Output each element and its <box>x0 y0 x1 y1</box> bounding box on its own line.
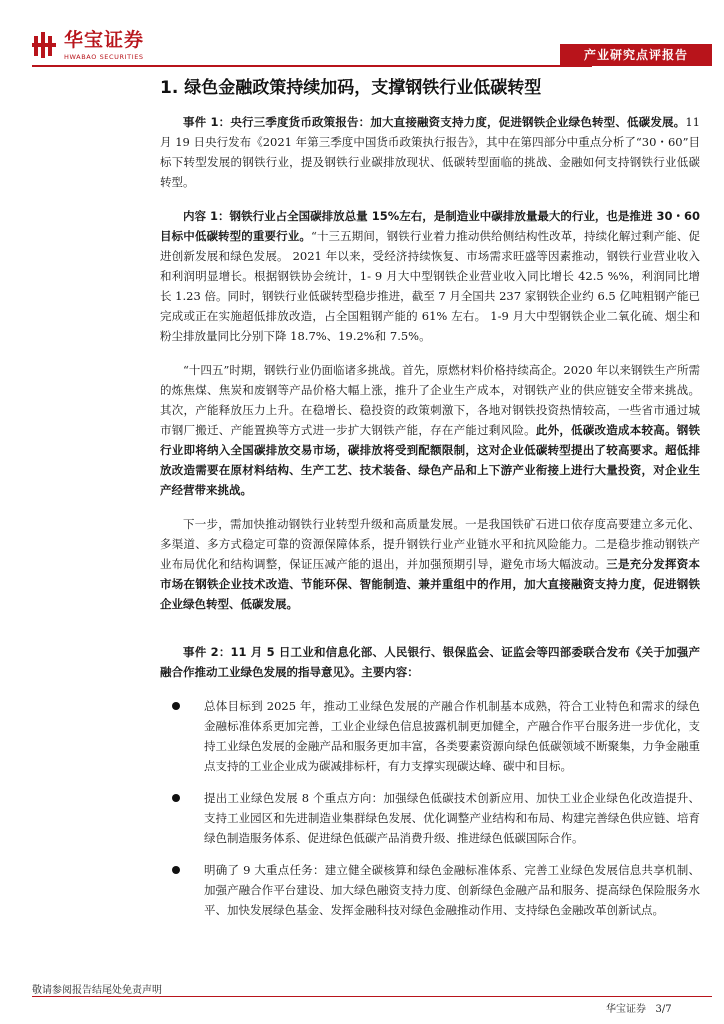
content1-paragraph <box>160 206 700 346</box>
challenges-text: “十四五”时期，钢铁行业仍面临诸多挑战。首先，原燃材料价格持续高企。2020 年以来钢铁生产所需的炼焦煤、焦炭和废钢等产品价格大幅上涨，推升了企业生产成本，对钢铁产业的供应链安全带来挑战。其次，产能释放压力上升。在稳增长、稳投资的政策刺激下，各地对钢铁投资热情较高，一些省市通过城市钢厂搬迁、产能置换等方式进一步扩大钢铁产能，存在产能过剩风险。 <box>160 363 700 437</box>
bullet-dot-icon <box>172 794 180 802</box>
event1-lead: 事件 1：央行三季度货币政策报告：加大直接融资支持力度，促进钢铁企业绿色转型、低碳发展。 <box>183 115 686 129</box>
event2-lead: 事件 2：11 月 5 日工业和信息化部、人民银行、银保监会、证监会等四部委联合发布《关于加强产融合作推动工业绿色发展的指导意见》。主要内容： <box>160 645 700 679</box>
report-body <box>160 76 700 932</box>
hwabao-logo-icon <box>32 30 58 60</box>
logo-english-name: HWABAO SECURITIES <box>64 53 144 61</box>
bullet-text: 提出工业绿色发展 8 个重点方向：加强绿色低碳技术创新应用、加快工业企业绿色化改造提升、支持工业园区和先进制造业集群绿色发展、优化调整产业结构和布局、构建完善绿色供应链、培育绿色制造服务体系、促进绿色低碳产品消费升级、推进绿色低碳国际合作。 <box>204 791 700 845</box>
next-steps-text: 下一步，需加快推动钢铁行业转型升级和高质量发展。一是我国铁矿石进口依存度高要建立多元化、多渠道、多方式稳定可靠的资源保障体系，提升钢铁行业产业链水平和抗风险能力。二是稳步推动钢铁产业布局优化和结构调整，保证压减产能的退出，并加强预期引导，避免市场大幅波动。 <box>160 517 700 571</box>
list-item <box>160 696 700 776</box>
page-number: 3/7 <box>655 1004 672 1015</box>
company-logo <box>32 30 144 61</box>
page-header <box>0 0 724 70</box>
logo-chinese-name: 华宝证券 <box>64 29 145 51</box>
next-steps-bold: 三是充分发挥资本市场在钢铁企业技术改造、节能环保、智能制造、兼并重组中的作用，加大直接融资支持力度，促进钢铁企业绿色转型、低碳发展。 <box>160 557 701 611</box>
event2-bullet-list <box>160 696 700 920</box>
report-type-tag: 产业研究点评报告 <box>560 44 712 66</box>
bullet-dot-icon <box>172 866 180 874</box>
content1-text: “十三五期间，钢铁行业着力推动供给侧结构性改革，持续化解过剩产能、促进创新发展和绿色发展。 2021 年以来，受经济持续恢复、市场需求旺盛等因素推动，钢铁行业营业收入和利润明显增长。根据钢铁协会统计，1- 9 月大中型钢铁企业营业收入同比增长 42.5 %%，利润同比增长 1.23 倍。同时，钢铁行业低碳转型稳步推进，截至 7 月全国共 237 家钢铁企业约 6.5 亿吨粗钢产能已完成或正在实施超低排放改造，占全国粗钢产能的 61% 左右。 1-9 月大中型钢铁企业二氧化硫、烟尘和粉尘排放量同比分别下降 18.7%、19.2%和 7.5%。 <box>160 229 700 343</box>
bullet-dot-icon <box>172 702 180 710</box>
event1-paragraph <box>160 112 700 192</box>
footer-divider <box>32 996 712 997</box>
bullet-text: 总体目标到 2025 年，推动工业绿色发展的产融合作机制基本成熟，符合工业特色和需求的绿色金融标准体系更加完善，工业企业绿色信息披露机制更加健全，产融合作平台服务进一步优化，支持工业绿色发展的金融产品和服务更加丰富，各类要素资源向绿色低碳领域不断聚集，力争金融重点支持的工业企业成为碳减排标杆，有力支撑实现碳达峰、碳中和目标。 <box>204 699 700 773</box>
footer-disclaimer: 敬请参阅报告结尾处免责声明 <box>32 985 162 996</box>
event2-paragraph <box>160 642 700 682</box>
footer-page-info <box>606 1000 672 1015</box>
content1-lead: 内容 1：钢铁行业占全国碳排放总量 15%左右，是制造业中碳排放量最大的行业，也是推进 30・60 目标中低碳转型的重要行业。 <box>160 209 700 243</box>
list-item <box>160 860 700 920</box>
header-divider <box>32 65 592 67</box>
list-item <box>160 788 700 848</box>
next-steps-paragraph <box>160 514 700 614</box>
event1-text: 11 月 19 日央行发布《2021 年第三季度中国货币政策执行报告》，其中在第四部分中重点分析了“30・60”目标下转型发展的钢铁行业，提及钢铁行业碳排放现状、低碳转型面临的挑战、金融如何支持钢铁行业低碳转型。 <box>160 115 700 189</box>
challenges-bold: 此外，低碳改造成本较高。钢铁行业即将纳入全国碳排放交易市场，碳排放将受到配额限制，这对企业低碳转型提出了较高要求。超低排放改造需要在原材料结构、生产工艺、技术装备、绿色产品和上下游产业衔接上进行大量投资，对企业生产经营带来挑战。 <box>160 423 701 497</box>
bullet-text: 明确了 9 大重点任务：建立健全碳核算和绿色金融标准体系、完善工业绿色发展信息共享机制、加强产融合作平台建设、加大绿色融资支持力度、创新绿色金融产品和服务、提高绿色保险服务水平、加快发展绿色基金、发挥金融科技对绿色金融推动作用、支持绿色金融改革创新试点。 <box>204 863 700 917</box>
challenges-paragraph <box>160 360 700 500</box>
footer-brand: 华宝证券 <box>606 1004 646 1015</box>
section-title: 1. 绿色金融政策持续加码，支撑钢铁行业低碳转型 <box>160 78 542 98</box>
